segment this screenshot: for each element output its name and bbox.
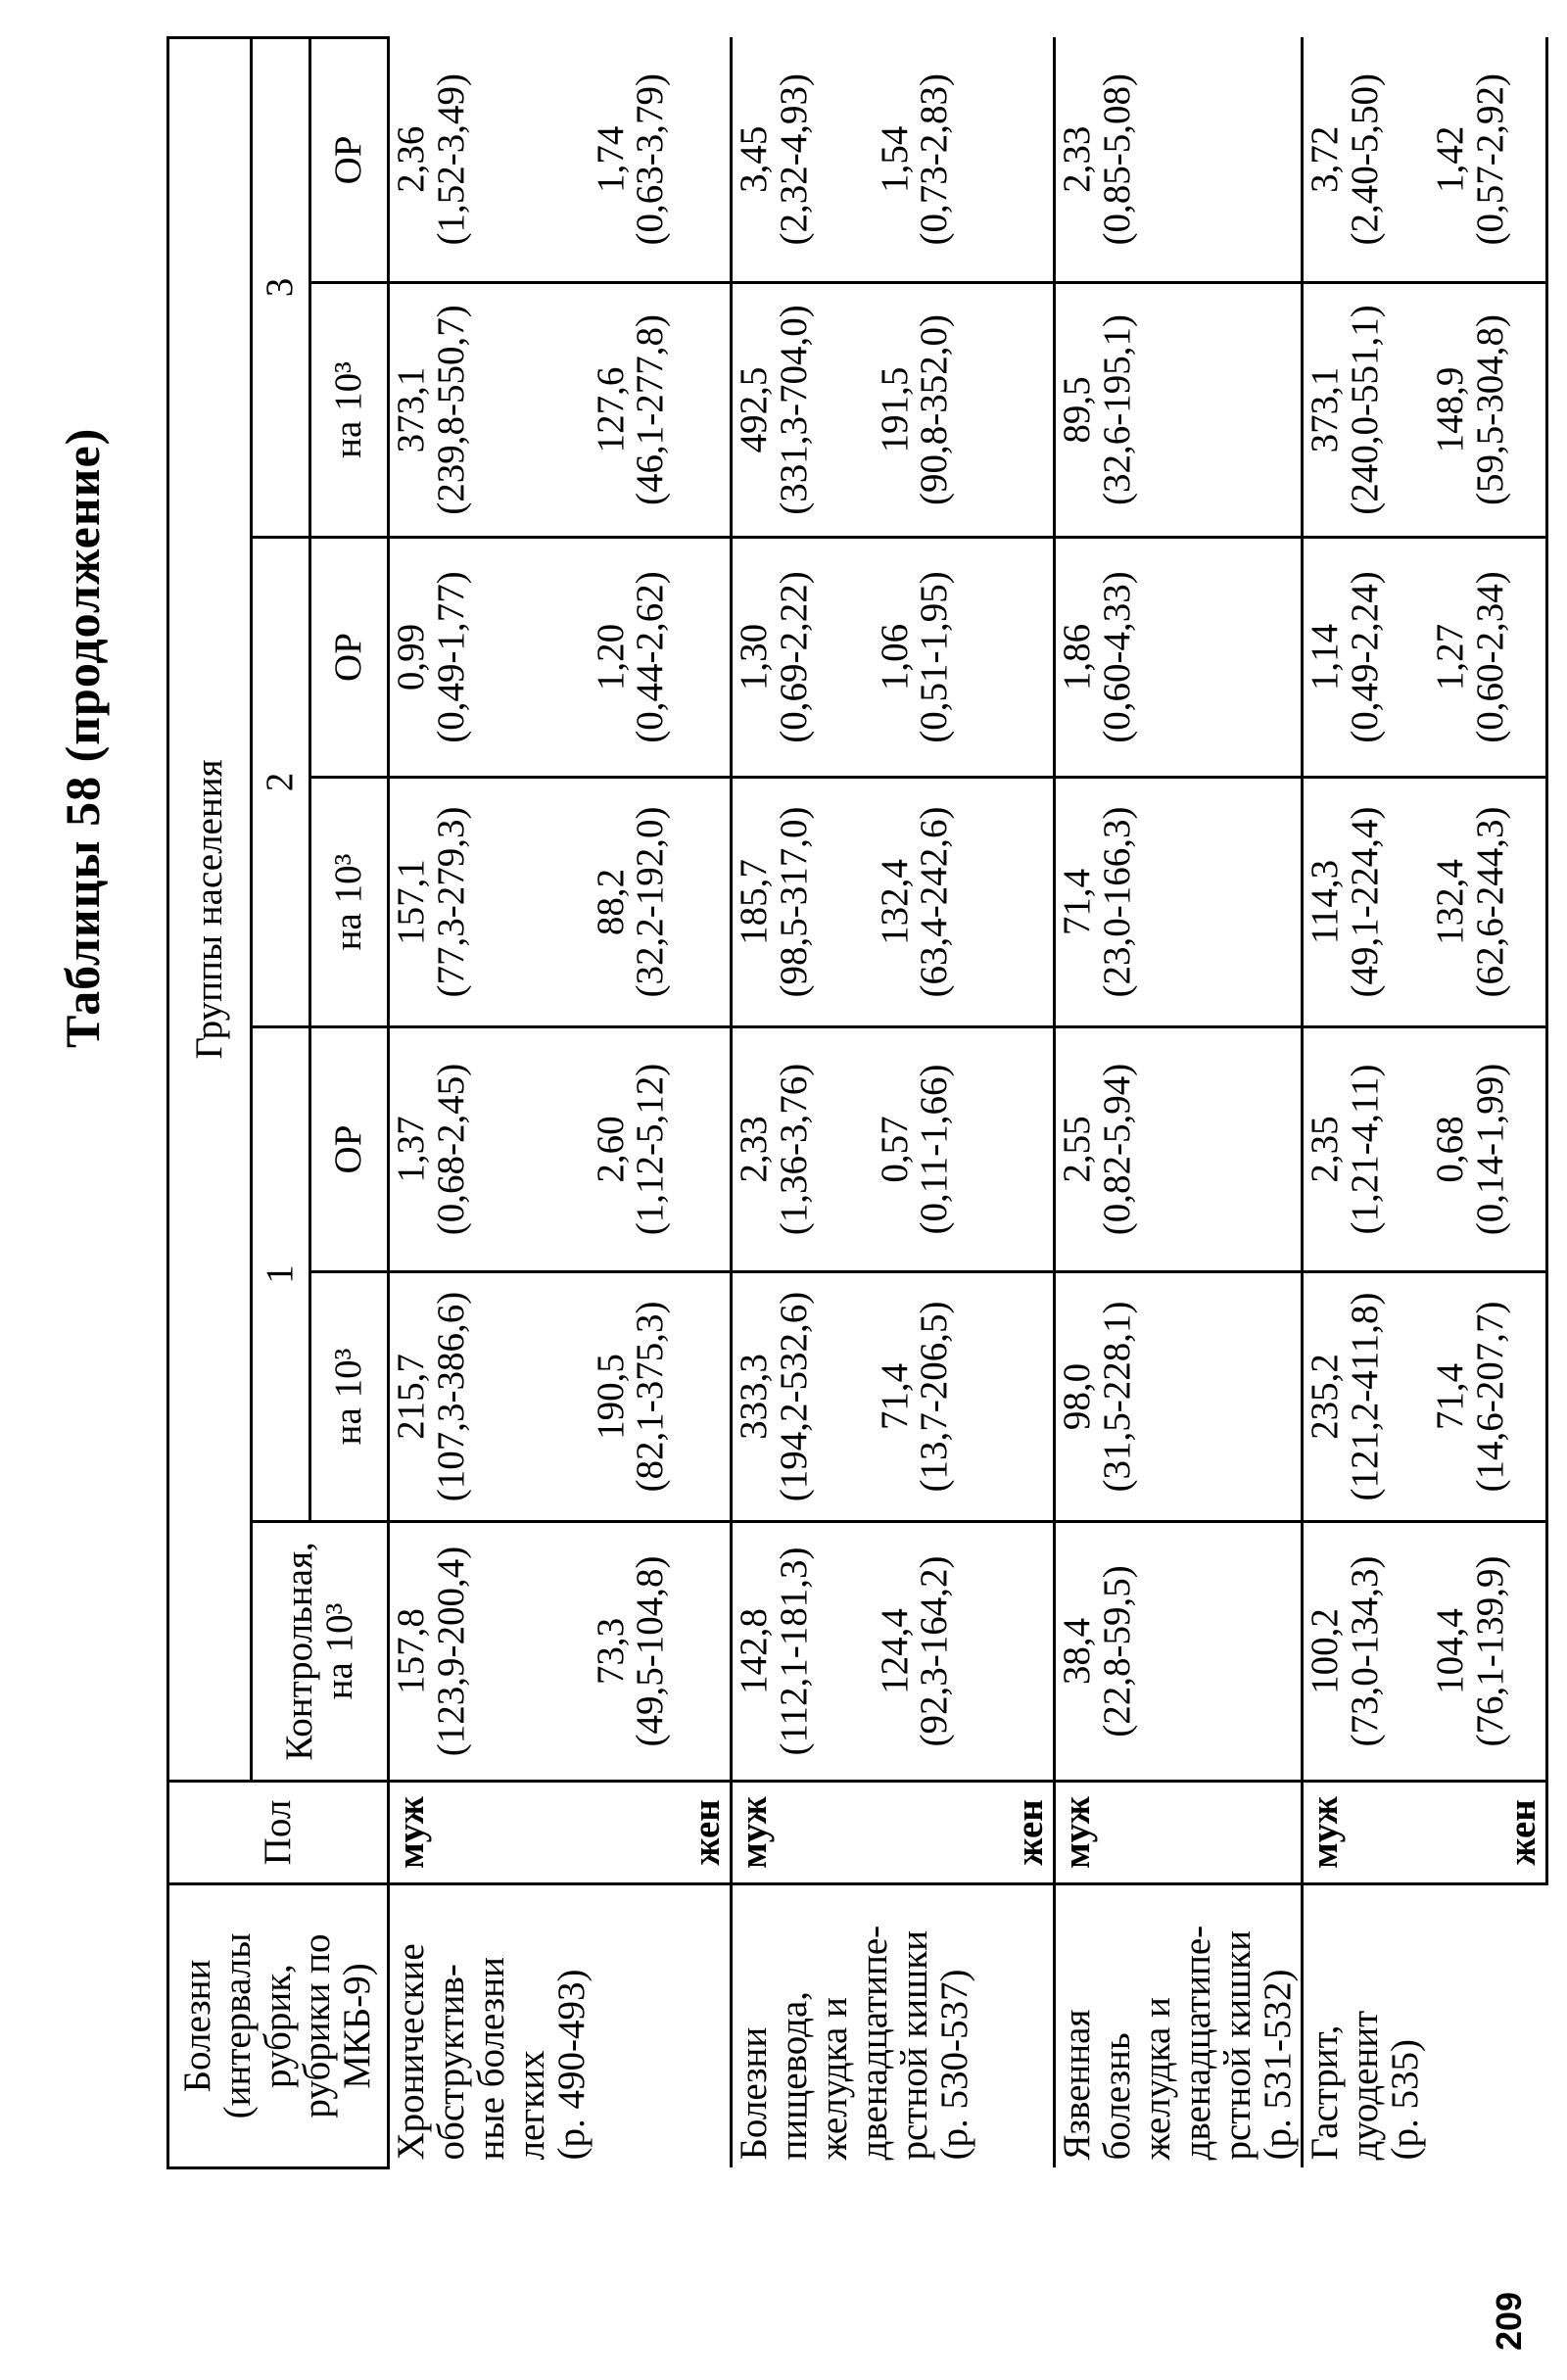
g2-or-value: 1,20 [589, 623, 632, 691]
g3-or-ci: (0,63-3,79) [629, 73, 672, 246]
g2-or-value: 0,99 [390, 623, 432, 691]
disease-name-line: (р. 531-532) [1256, 1969, 1299, 2161]
sex-cell: муж [1055, 1782, 1303, 1884]
g1-per-ci: (14,6-207,7) [1469, 1301, 1512, 1493]
control-cell [1055, 1522, 1303, 1782]
g1-or-value: 2,60 [589, 1116, 632, 1183]
sex-cell: жен [590, 1782, 732, 1884]
g2-per-value: 185,7 [733, 859, 775, 945]
g1-per-ci: (107,3-386,6) [429, 1291, 472, 1502]
sex-cell: жен [874, 1782, 1055, 1884]
disease-name-line: рстной кишки [892, 1929, 935, 2161]
g3-per-cell [732, 283, 874, 538]
control-cell [732, 1522, 874, 1782]
control-ci: (73,0-134,3) [1343, 1555, 1386, 1747]
g3-per-value: 373,1 [390, 366, 432, 453]
g2-per-ci: (23,0-166,3) [1095, 806, 1138, 998]
g1-or-cell [732, 1027, 874, 1272]
g2-per-value: 71,4 [1056, 868, 1098, 936]
table-row [1055, 37, 1303, 2167]
header-g1-per: на 10³ [310, 1272, 389, 1522]
g3-or-cell [1302, 37, 1429, 282]
table-row [732, 37, 874, 2167]
g1-or-value: 0,68 [1429, 1116, 1472, 1183]
g2-or-ci: (0,51-1,95) [913, 571, 956, 743]
g2-per-value: 132,4 [873, 859, 916, 945]
g1-or-ci: (1,21-4,11) [1343, 1064, 1386, 1235]
sex-cell: муж [389, 1782, 590, 1884]
disease-name-line: (р. 490-493) [549, 1969, 593, 2161]
g2-or-ci: (0,60-2,34) [1469, 571, 1512, 743]
control-cell [1302, 1522, 1429, 1782]
g2-or-cell [732, 538, 874, 778]
table-body [389, 37, 1547, 2167]
header-groups: Группы населения [168, 37, 252, 1781]
g3-per-ci: (239,8-550,7) [429, 305, 472, 515]
g2-or-ci: (0,49-2,24) [1343, 571, 1386, 743]
g1-or-ci: (0,14-1,99) [1469, 1063, 1512, 1236]
g3-or-value: 1,42 [1429, 125, 1472, 193]
g2-per-value: 157,1 [390, 859, 432, 945]
g1-per-value: 235,2 [1303, 1354, 1346, 1440]
g1-per-cell [1302, 1272, 1429, 1522]
g2-or-value: 1,30 [733, 623, 775, 691]
control-value: 73,3 [589, 1617, 632, 1686]
disease-name-line: Гастрит, [1303, 2024, 1346, 2161]
control-value: 142,8 [733, 1608, 775, 1694]
morbidity-table [166, 36, 1548, 2169]
g3-per-value: 127,6 [589, 366, 632, 453]
g1-or-ci: (1,12-5,12) [629, 1063, 672, 1236]
g2-or-cell [1302, 538, 1429, 778]
g1-per-value: 71,4 [873, 1362, 916, 1431]
g3-per-ci: (32,6-195,1) [1095, 314, 1138, 505]
g3-per-ci: (331,3-704,0) [772, 305, 815, 515]
sex-cell: жен [1429, 1782, 1546, 1884]
g1-per-ci: (13,7-206,5) [913, 1301, 956, 1493]
g1-or-cell [1302, 1027, 1429, 1272]
g2-per-cell [590, 778, 732, 1027]
g3-or-value: 1,74 [589, 125, 632, 193]
disease-name-line: Хронические [390, 1943, 432, 2161]
g3-per-cell [590, 283, 732, 538]
g1-or-ci: (0,11-1,66) [913, 1064, 956, 1235]
g1-per-value: 333,3 [733, 1354, 775, 1440]
g2-or-ci: (0,60-4,33) [1095, 571, 1138, 743]
g2-per-cell [732, 778, 874, 1027]
g3-or-value: 2,36 [390, 125, 432, 193]
control-cell [1429, 1522, 1546, 1782]
g2-per-ci: (63,4-242,6) [913, 806, 956, 998]
g2-per-cell [1302, 778, 1429, 1027]
g1-per-value: 190,5 [589, 1354, 632, 1440]
header-control: Контрольная, на 10³ [252, 1522, 389, 1782]
g2-per-cell [1055, 778, 1303, 1027]
disease-name-line: двенадцатипе- [852, 1925, 895, 2161]
table-row [874, 37, 1055, 2167]
sex-cell: муж [732, 1782, 874, 1884]
disease-name-line: Болезни [733, 2026, 775, 2161]
g3-or-cell [1055, 37, 1303, 282]
g1-per-cell [389, 1272, 590, 1522]
g2-per-cell [389, 778, 590, 1027]
g1-per-cell [732, 1272, 874, 1522]
g1-or-value: 2,33 [733, 1116, 775, 1183]
g3-per-cell [1055, 283, 1303, 538]
g1-or-cell [590, 1027, 732, 1272]
disease-name-line: пищевода, [772, 1990, 815, 2161]
g2-per-ci: (62,6-244,3) [1469, 806, 1512, 998]
control-value: 157,8 [390, 1608, 432, 1694]
g3-or-cell [389, 37, 590, 282]
header-group-3: 3 [252, 37, 310, 537]
control-cell [590, 1522, 732, 1782]
g1-or-cell [1055, 1027, 1303, 1272]
g3-per-cell [389, 283, 590, 538]
g3-or-ci: (0,73-2,83) [913, 73, 956, 246]
g3-or-ci: (2,40-5,50) [1343, 73, 1386, 246]
g2-per-ci: (77,3-279,3) [429, 806, 472, 998]
disease-name-line: Язвенная [1056, 2009, 1098, 2161]
g1-per-cell [1055, 1272, 1303, 1522]
disease-name-line: (р. 535) [1383, 2039, 1426, 2161]
sex-cell: муж [1302, 1782, 1429, 1884]
header-sex: Пол [168, 1782, 389, 1884]
table-header [168, 37, 389, 2167]
g3-per-ci: (46,1-277,8) [629, 314, 672, 505]
g2-per-ci: (32,2-192,0) [629, 806, 672, 998]
g3-or-ci: (2,32-4,93) [772, 73, 815, 246]
control-cell [389, 1522, 590, 1782]
g1-per-ci: (31,5-228,1) [1095, 1301, 1138, 1493]
g3-or-cell [732, 37, 874, 282]
g1-or-ci: (0,82-5,94) [1095, 1063, 1138, 1236]
disease-name-line: ные болезни [469, 1957, 512, 2161]
g2-or-ci: (0,49-1,77) [429, 571, 472, 743]
control-value: 100,2 [1303, 1608, 1346, 1694]
g3-or-cell [874, 37, 1055, 282]
g3-per-cell [874, 283, 1055, 538]
g1-or-value: 1,37 [390, 1116, 432, 1183]
control-ci: (123,9-200,4) [429, 1546, 472, 1757]
header-g3-or: ОР [310, 37, 389, 282]
page-number: 209 [1489, 2291, 1529, 2351]
disease-name-line: рстной кишки [1215, 1929, 1258, 2161]
disease-name-line: дуоденит [1343, 2010, 1386, 2161]
g2-or-value: 1,14 [1303, 623, 1346, 691]
table-row [1302, 37, 1429, 2167]
g3-per-value: 148,9 [1429, 366, 1472, 453]
g2-or-cell [874, 538, 1055, 778]
g1-or-value: 2,35 [1303, 1116, 1346, 1183]
g3-or-value: 1,54 [873, 125, 916, 193]
g1-or-ci: (1,36-3,76) [772, 1063, 815, 1236]
g3-per-value: 89,5 [1056, 376, 1098, 444]
g1-per-ci: (121,2-411,8) [1343, 1292, 1386, 1501]
g3-per-value: 191,5 [873, 366, 916, 453]
g2-or-cell [1055, 538, 1303, 778]
header-g2-or: ОР [310, 538, 389, 778]
table-caption: Таблицы 58 (продолжение) [55, 427, 110, 1048]
g3-or-ci: (1,52-3,49) [429, 73, 472, 246]
disease-name-line: (р. 530-537) [932, 1969, 975, 2161]
g2-or-ci: (0,69-2,22) [772, 571, 815, 743]
g3-per-ci: (90,8-352,0) [913, 314, 956, 505]
g3-or-cell [590, 37, 732, 282]
g1-or-cell [874, 1027, 1055, 1272]
header-group-1: 1 [252, 1027, 310, 1522]
g1-or-ci: (0,68-2,45) [429, 1063, 472, 1236]
g1-or-value: 0,57 [873, 1116, 916, 1183]
g3-per-ci: (59,5-304,8) [1469, 314, 1512, 505]
g3-or-value: 3,45 [733, 125, 775, 193]
header-disease: Болезни (интервалы рубрик, рубрики по МКБ-9) [168, 1884, 389, 2168]
header-g1-or: ОР [310, 1027, 389, 1272]
g3-or-ci: (0,57-2,92) [1469, 73, 1512, 246]
control-ci: (92,3-164,2) [913, 1555, 956, 1747]
disease-name-line: желудка и [812, 1997, 855, 2161]
header-g3-per: на 10³ [310, 283, 389, 538]
g2-per-value: 88,2 [589, 868, 632, 936]
disease-name-cell [1302, 1884, 1546, 2168]
g3-per-value: 492,5 [733, 366, 775, 453]
disease-name-cell [1055, 1884, 1303, 2168]
table-row [1429, 37, 1546, 2167]
g2-per-ci: (49,1-224,4) [1343, 806, 1386, 998]
disease-name-line: болезнь [1095, 2032, 1138, 2161]
g1-per-value: 215,7 [390, 1354, 432, 1440]
g1-per-value: 71,4 [1429, 1362, 1472, 1431]
g2-or-cell [1429, 538, 1546, 778]
g1-per-ci: (82,1-375,3) [629, 1301, 672, 1493]
control-ci: (112,1-181,3) [772, 1547, 815, 1756]
g2-per-value: 132,4 [1429, 859, 1472, 945]
table-row [590, 37, 732, 2167]
control-value: 124,4 [873, 1608, 916, 1694]
control-ci: (76,1-139,9) [1469, 1555, 1512, 1747]
header-g2-per: на 10³ [310, 778, 389, 1027]
control-value: 104,4 [1429, 1608, 1472, 1694]
g2-or-cell [389, 538, 590, 778]
control-cell [874, 1522, 1055, 1782]
disease-name-cell [389, 1884, 732, 2168]
g1-per-cell [874, 1272, 1055, 1522]
disease-name-cell [732, 1884, 1055, 2168]
g2-or-cell [590, 538, 732, 778]
g1-per-cell [1429, 1272, 1546, 1522]
g3-or-value: 3,72 [1303, 125, 1346, 193]
g1-or-value: 2,55 [1056, 1116, 1098, 1183]
g3-per-ci: (240,0-551,1) [1343, 305, 1386, 515]
g1-per-cell [590, 1272, 732, 1522]
g3-per-value: 373,1 [1303, 366, 1346, 453]
g1-per-value: 98,0 [1056, 1362, 1098, 1431]
g3-per-cell [1429, 283, 1546, 538]
disease-name-line: обструктив- [429, 1964, 472, 2161]
g2-or-ci: (0,44-2,62) [629, 571, 672, 743]
g2-per-value: 114,3 [1303, 859, 1346, 945]
control-ci: (49,5-104,8) [629, 1555, 672, 1747]
g2-or-value: 1,27 [1429, 623, 1472, 691]
disease-name-line: двенадцатипе- [1175, 1925, 1218, 2161]
g2-or-value: 1,86 [1056, 623, 1098, 691]
g1-per-ci: (194,2-532,6) [772, 1291, 815, 1502]
g3-or-cell [1429, 37, 1546, 282]
g2-per-ci: (98,5-317,0) [772, 806, 815, 998]
g3-per-cell [1302, 283, 1429, 538]
control-value: 38,4 [1056, 1617, 1098, 1686]
g2-per-cell [874, 778, 1055, 1027]
g2-or-value: 1,06 [873, 623, 916, 691]
g2-per-cell [1429, 778, 1546, 1027]
disease-name-line: легких [509, 2050, 552, 2161]
header-group-2: 2 [252, 538, 310, 1027]
g1-or-cell [1429, 1027, 1546, 1272]
g3-or-value: 2,33 [1056, 125, 1098, 193]
g3-or-ci: (0,85-5,08) [1095, 73, 1138, 246]
control-ci: (22,8-59,5) [1095, 1565, 1138, 1737]
table-row [389, 37, 590, 2167]
g1-or-cell [389, 1027, 590, 1272]
disease-name-line: желудка и [1135, 1997, 1178, 2161]
